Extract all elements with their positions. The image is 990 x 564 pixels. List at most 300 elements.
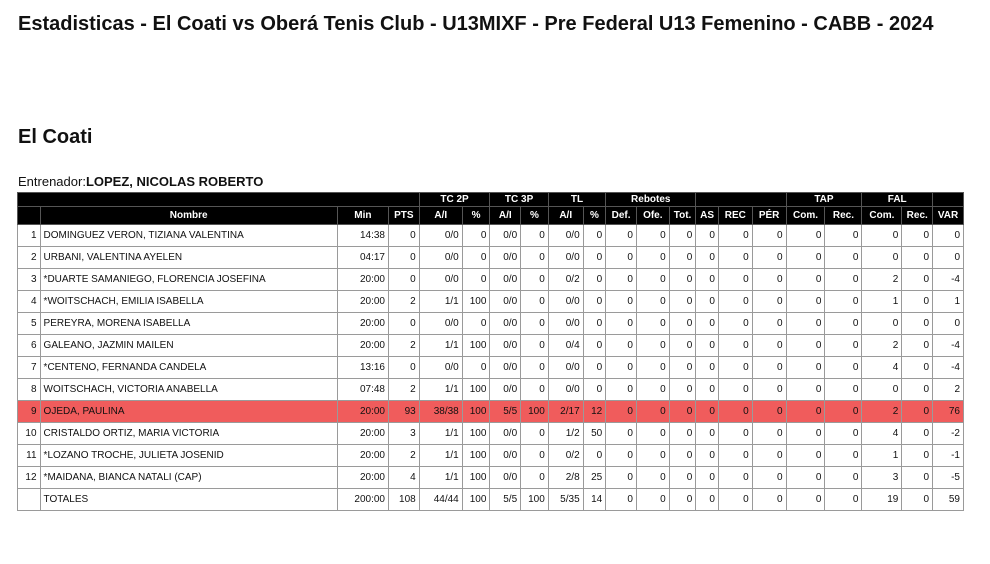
header-rebotes: Rebotes bbox=[606, 193, 696, 207]
stat-cell: 100 bbox=[462, 291, 490, 313]
stat-cell: 2/17 bbox=[548, 401, 583, 423]
stat-cell: 0 bbox=[636, 445, 669, 467]
stat-cell: 0 bbox=[825, 401, 862, 423]
stat-cell: 0 bbox=[669, 313, 696, 335]
stat-cell: 1/1 bbox=[419, 335, 462, 357]
table-row bbox=[18, 269, 964, 291]
stat-cell: 20:00 bbox=[337, 401, 388, 423]
column-header: Rec. bbox=[825, 207, 862, 225]
stat-cell: 0 bbox=[606, 445, 637, 467]
stat-cell: 0 bbox=[786, 423, 825, 445]
column-header: Def. bbox=[606, 207, 637, 225]
stat-cell: 0 bbox=[583, 379, 606, 401]
stat-cell: 20:00 bbox=[337, 313, 388, 335]
stat-cell: 0 bbox=[521, 379, 549, 401]
stat-cell: 0/0 bbox=[490, 291, 521, 313]
stat-cell: 0 bbox=[902, 291, 933, 313]
stat-cell: 0 bbox=[696, 467, 719, 489]
player-name-cell: URBANI, VALENTINA AYELEN bbox=[40, 247, 337, 269]
stat-cell: 0 bbox=[696, 423, 719, 445]
player-number-cell bbox=[18, 489, 41, 511]
player-name-cell: DOMINGUEZ VERON, TIZIANA VALENTINA bbox=[40, 225, 337, 247]
stat-cell: 0 bbox=[825, 225, 862, 247]
stat-cell: 0 bbox=[902, 423, 933, 445]
stat-cell: 20:00 bbox=[337, 445, 388, 467]
column-header: REC bbox=[718, 207, 752, 225]
stat-cell: 0 bbox=[583, 335, 606, 357]
player-name-cell: *LOZANO TROCHE, JULIETA JOSENID bbox=[40, 445, 337, 467]
table-row bbox=[18, 335, 964, 357]
stat-cell: 0 bbox=[669, 357, 696, 379]
player-name-cell: *DUARTE SAMANIEGO, FLORENCIA JOSEFINA bbox=[40, 269, 337, 291]
stat-cell: 2 bbox=[388, 379, 419, 401]
stat-cell: 2 bbox=[862, 335, 902, 357]
stat-cell: 76 bbox=[933, 401, 964, 423]
player-name-cell: TOTALES bbox=[40, 489, 337, 511]
stat-cell: 0/0 bbox=[548, 313, 583, 335]
stat-cell: 0 bbox=[606, 489, 637, 511]
stat-cell: 0 bbox=[388, 269, 419, 291]
table-row bbox=[18, 423, 964, 445]
table-row bbox=[18, 401, 964, 423]
player-name-cell: PEREYRA, MORENA ISABELLA bbox=[40, 313, 337, 335]
stat-cell: 5/35 bbox=[548, 489, 583, 511]
stat-cell: 20:00 bbox=[337, 467, 388, 489]
stat-cell: 0 bbox=[786, 335, 825, 357]
stat-cell: 0/0 bbox=[490, 247, 521, 269]
stat-cell: 0 bbox=[752, 445, 786, 467]
stat-cell: 100 bbox=[462, 445, 490, 467]
stat-cell: 0 bbox=[583, 225, 606, 247]
stat-cell: 0 bbox=[718, 467, 752, 489]
stat-cell: 0/0 bbox=[419, 225, 462, 247]
stat-cell: -4 bbox=[933, 335, 964, 357]
page-title: Estadisticas - El Coati vs Oberá Tenis Club - U13MIXF - Pre Federal U13 Femenino - CABB - 2024 bbox=[18, 13, 934, 35]
stat-cell: 38/38 bbox=[419, 401, 462, 423]
column-header: A/I bbox=[548, 207, 583, 225]
player-name-cell: *CENTENO, FERNANDA CANDELA bbox=[40, 357, 337, 379]
header-column-row bbox=[18, 207, 964, 225]
stat-cell: 0 bbox=[902, 225, 933, 247]
stat-cell: 12 bbox=[583, 401, 606, 423]
stat-cell: 1/1 bbox=[419, 445, 462, 467]
stat-cell: 0 bbox=[636, 225, 669, 247]
totals-row bbox=[18, 489, 964, 511]
player-name-cell: OJEDA, PAULINA bbox=[40, 401, 337, 423]
table-row bbox=[18, 291, 964, 313]
stat-cell: 0 bbox=[786, 247, 825, 269]
stat-cell: 0 bbox=[606, 379, 637, 401]
stat-cell: 0 bbox=[718, 489, 752, 511]
stat-cell: 0 bbox=[462, 269, 490, 291]
column-header: Tot. bbox=[669, 207, 696, 225]
stat-cell: 0 bbox=[862, 313, 902, 335]
stat-cell: 0 bbox=[718, 313, 752, 335]
stat-cell: 0 bbox=[583, 445, 606, 467]
stat-cell: 0 bbox=[696, 379, 719, 401]
stat-cell: 0/0 bbox=[490, 445, 521, 467]
stat-cell: 0 bbox=[696, 247, 719, 269]
stat-cell: 100 bbox=[462, 401, 490, 423]
stat-cell: 0/0 bbox=[490, 467, 521, 489]
table-row bbox=[18, 379, 964, 401]
column-header: Nombre bbox=[40, 207, 337, 225]
stat-cell: 1/1 bbox=[419, 379, 462, 401]
stat-cell: 0 bbox=[786, 225, 825, 247]
stat-cell: 0 bbox=[606, 313, 637, 335]
stat-cell: 0 bbox=[786, 357, 825, 379]
stat-cell: 0/2 bbox=[548, 445, 583, 467]
stat-cell: 0 bbox=[521, 445, 549, 467]
stat-cell: 0 bbox=[606, 291, 637, 313]
stats-body bbox=[18, 225, 964, 511]
stat-cell: 2/8 bbox=[548, 467, 583, 489]
stat-cell: 0 bbox=[521, 225, 549, 247]
stat-cell: 0 bbox=[696, 335, 719, 357]
stat-cell: 0 bbox=[606, 401, 637, 423]
stat-cell: 0 bbox=[636, 335, 669, 357]
stat-cell: 19 bbox=[862, 489, 902, 511]
player-number-cell: 11 bbox=[18, 445, 41, 467]
stat-cell: 0 bbox=[862, 379, 902, 401]
stat-cell: 100 bbox=[462, 379, 490, 401]
stat-cell: 0 bbox=[696, 225, 719, 247]
stat-cell: 0 bbox=[786, 467, 825, 489]
stat-cell: 0 bbox=[902, 357, 933, 379]
stat-cell: 1 bbox=[862, 291, 902, 313]
stat-cell: 0 bbox=[606, 467, 637, 489]
stat-cell: 1/1 bbox=[419, 423, 462, 445]
stat-cell: 0 bbox=[718, 225, 752, 247]
header-blank bbox=[18, 193, 420, 207]
stat-cell: 200:00 bbox=[337, 489, 388, 511]
stat-cell: 44/44 bbox=[419, 489, 462, 511]
stat-cell: 0 bbox=[862, 225, 902, 247]
stat-cell: 0 bbox=[583, 247, 606, 269]
stat-cell: -5 bbox=[933, 467, 964, 489]
stat-cell: 0 bbox=[752, 313, 786, 335]
stat-cell: 0 bbox=[606, 247, 637, 269]
stat-cell: 0 bbox=[752, 467, 786, 489]
stat-cell: 14 bbox=[583, 489, 606, 511]
stat-cell: 2 bbox=[862, 269, 902, 291]
stat-cell: 0/0 bbox=[548, 357, 583, 379]
stat-cell: 0 bbox=[902, 269, 933, 291]
stat-cell: 100 bbox=[521, 401, 549, 423]
stat-cell: 0 bbox=[825, 379, 862, 401]
stat-cell: 0 bbox=[636, 467, 669, 489]
stat-cell: 0 bbox=[825, 489, 862, 511]
stat-cell: 4 bbox=[862, 423, 902, 445]
stat-cell: 0 bbox=[902, 401, 933, 423]
stat-cell: 0 bbox=[521, 247, 549, 269]
header-tc2p: TC 2P bbox=[419, 193, 490, 207]
stat-cell: 0/0 bbox=[548, 291, 583, 313]
stat-cell: 0 bbox=[825, 357, 862, 379]
stat-cell: 0 bbox=[786, 291, 825, 313]
stat-cell: 0 bbox=[718, 335, 752, 357]
stat-cell: 0 bbox=[636, 269, 669, 291]
column-header bbox=[18, 207, 41, 225]
stat-cell: 0 bbox=[825, 335, 862, 357]
stat-cell: 20:00 bbox=[337, 335, 388, 357]
stat-cell: 0/0 bbox=[419, 269, 462, 291]
stat-cell: 5/5 bbox=[490, 401, 521, 423]
stat-cell: 0 bbox=[521, 335, 549, 357]
stat-cell: 0 bbox=[606, 357, 637, 379]
stat-cell: 0 bbox=[902, 379, 933, 401]
stat-cell: 0 bbox=[606, 423, 637, 445]
stat-cell: 0 bbox=[521, 313, 549, 335]
stat-cell: 0 bbox=[786, 379, 825, 401]
stat-cell: 04:17 bbox=[337, 247, 388, 269]
stat-cell: 25 bbox=[583, 467, 606, 489]
stat-cell: 2 bbox=[388, 335, 419, 357]
stat-cell: 0 bbox=[752, 379, 786, 401]
stat-cell: 0 bbox=[669, 423, 696, 445]
player-number-cell: 9 bbox=[18, 401, 41, 423]
stat-cell: 100 bbox=[521, 489, 549, 511]
stat-cell: 0 bbox=[636, 247, 669, 269]
table-row bbox=[18, 467, 964, 489]
stat-cell: 100 bbox=[462, 467, 490, 489]
coach-line bbox=[18, 174, 263, 189]
stat-cell: 0 bbox=[636, 423, 669, 445]
stat-cell: 0 bbox=[752, 423, 786, 445]
player-number-cell: 3 bbox=[18, 269, 41, 291]
player-number-cell: 12 bbox=[18, 467, 41, 489]
stat-cell: 108 bbox=[388, 489, 419, 511]
stat-cell: 0 bbox=[696, 291, 719, 313]
stat-cell: 0 bbox=[718, 401, 752, 423]
player-name-cell: *WOITSCHACH, EMILIA ISABELLA bbox=[40, 291, 337, 313]
stat-cell: -1 bbox=[933, 445, 964, 467]
player-number-cell: 2 bbox=[18, 247, 41, 269]
player-name-cell: *MAIDANA, BIANCA NATALI (CAP) bbox=[40, 467, 337, 489]
stat-cell: 0 bbox=[669, 379, 696, 401]
stat-cell: 0 bbox=[718, 269, 752, 291]
stat-cell: 0 bbox=[462, 225, 490, 247]
player-number-cell: 5 bbox=[18, 313, 41, 335]
stat-cell: 13:16 bbox=[337, 357, 388, 379]
stats-table bbox=[17, 192, 964, 511]
stat-cell: 0/0 bbox=[490, 335, 521, 357]
stat-cell: 0 bbox=[752, 401, 786, 423]
stat-cell: 0 bbox=[669, 225, 696, 247]
stat-cell: 0 bbox=[825, 423, 862, 445]
stat-cell: 0 bbox=[606, 269, 637, 291]
stat-cell: 0 bbox=[636, 291, 669, 313]
stat-cell: 0/0 bbox=[548, 379, 583, 401]
stat-cell: 0/0 bbox=[490, 269, 521, 291]
header-tc3p: TC 3P bbox=[490, 193, 548, 207]
column-header: A/I bbox=[490, 207, 521, 225]
stat-cell: 0 bbox=[902, 313, 933, 335]
header-fal: FAL bbox=[862, 193, 933, 207]
column-header: Rec. bbox=[902, 207, 933, 225]
column-header: A/I bbox=[419, 207, 462, 225]
stat-cell: 0 bbox=[862, 247, 902, 269]
column-header: % bbox=[521, 207, 549, 225]
stat-cell: 0 bbox=[521, 467, 549, 489]
stat-cell: 0 bbox=[825, 291, 862, 313]
stat-cell: 20:00 bbox=[337, 269, 388, 291]
stat-cell: 0/0 bbox=[490, 379, 521, 401]
stat-cell: 0 bbox=[669, 335, 696, 357]
column-header: Ofe. bbox=[636, 207, 669, 225]
stat-cell: 0/0 bbox=[490, 225, 521, 247]
stat-cell: 0 bbox=[786, 313, 825, 335]
stat-cell: 0 bbox=[752, 489, 786, 511]
header-blank-2 bbox=[696, 193, 786, 207]
stat-cell: 0/0 bbox=[548, 225, 583, 247]
column-header: Min bbox=[337, 207, 388, 225]
stat-cell: 0 bbox=[718, 423, 752, 445]
stat-cell: 0 bbox=[752, 291, 786, 313]
player-number-cell: 4 bbox=[18, 291, 41, 313]
stat-cell: 0/2 bbox=[548, 269, 583, 291]
stat-cell: 20:00 bbox=[337, 423, 388, 445]
stat-cell: 0 bbox=[786, 269, 825, 291]
stat-cell: -4 bbox=[933, 269, 964, 291]
player-name-cell: WOITSCHACH, VICTORIA ANABELLA bbox=[40, 379, 337, 401]
stat-cell: 0 bbox=[902, 247, 933, 269]
stat-cell: 0/0 bbox=[490, 313, 521, 335]
stat-cell: 0/0 bbox=[490, 423, 521, 445]
stat-cell: 1/1 bbox=[419, 291, 462, 313]
stat-cell: 0/0 bbox=[490, 357, 521, 379]
stat-cell: 0 bbox=[521, 357, 549, 379]
stat-cell: 0 bbox=[902, 445, 933, 467]
stat-cell: 0 bbox=[933, 247, 964, 269]
stat-cell: 5/5 bbox=[490, 489, 521, 511]
stat-cell: 93 bbox=[388, 401, 419, 423]
stat-cell: 0 bbox=[696, 269, 719, 291]
stat-cell: 0 bbox=[388, 313, 419, 335]
stat-cell: 0 bbox=[902, 467, 933, 489]
stat-cell: 0 bbox=[521, 423, 549, 445]
stat-cell: 0 bbox=[696, 313, 719, 335]
stat-cell: 0 bbox=[669, 445, 696, 467]
stat-cell: 0 bbox=[825, 247, 862, 269]
coach-name: LOPEZ, NICOLAS ROBERTO bbox=[85, 174, 264, 189]
stat-cell: 0 bbox=[462, 357, 490, 379]
stat-cell: 0 bbox=[902, 489, 933, 511]
stat-cell: 0 bbox=[752, 247, 786, 269]
stat-cell: 1 bbox=[862, 445, 902, 467]
column-header: % bbox=[462, 207, 490, 225]
stat-cell: 100 bbox=[462, 335, 490, 357]
stat-cell: 0 bbox=[696, 445, 719, 467]
team-name: El Coati bbox=[18, 126, 93, 148]
stat-cell: 0 bbox=[752, 335, 786, 357]
stat-cell: 0 bbox=[933, 225, 964, 247]
stat-cell: 3 bbox=[862, 467, 902, 489]
player-number-cell: 8 bbox=[18, 379, 41, 401]
stat-cell: 0 bbox=[583, 357, 606, 379]
stat-cell: 0 bbox=[718, 247, 752, 269]
stat-cell: 0 bbox=[606, 225, 637, 247]
stat-cell: 2 bbox=[388, 445, 419, 467]
stat-cell: 0 bbox=[786, 445, 825, 467]
stat-cell: 100 bbox=[462, 423, 490, 445]
stat-cell: 0 bbox=[388, 357, 419, 379]
player-number-cell: 7 bbox=[18, 357, 41, 379]
header-tl: TL bbox=[548, 193, 605, 207]
table-row bbox=[18, 445, 964, 467]
stat-cell: 0/0 bbox=[419, 313, 462, 335]
stat-cell: 2 bbox=[388, 291, 419, 313]
stat-cell: 0 bbox=[583, 269, 606, 291]
stat-cell: 0 bbox=[636, 313, 669, 335]
table-row bbox=[18, 313, 964, 335]
stat-cell: 0 bbox=[388, 247, 419, 269]
stat-cell: 0 bbox=[933, 313, 964, 335]
column-header: AS bbox=[696, 207, 719, 225]
stat-cell: 0 bbox=[718, 291, 752, 313]
column-header: PTS bbox=[388, 207, 419, 225]
stat-cell: 0 bbox=[786, 489, 825, 511]
stat-cell: 0 bbox=[718, 379, 752, 401]
column-header: % bbox=[583, 207, 606, 225]
stat-cell: 0/0 bbox=[548, 247, 583, 269]
stat-cell: 0 bbox=[696, 401, 719, 423]
stat-cell: 50 bbox=[583, 423, 606, 445]
stat-cell: 59 bbox=[933, 489, 964, 511]
stat-cell: 0/0 bbox=[419, 247, 462, 269]
header-blank-3 bbox=[933, 193, 964, 207]
stat-cell: 0 bbox=[462, 247, 490, 269]
column-header: VAR bbox=[933, 207, 964, 225]
stat-cell: 0 bbox=[669, 269, 696, 291]
stat-cell: -2 bbox=[933, 423, 964, 445]
stat-cell: 0 bbox=[388, 225, 419, 247]
table-row bbox=[18, 247, 964, 269]
stat-cell: 1 bbox=[933, 291, 964, 313]
player-number-cell: 6 bbox=[18, 335, 41, 357]
header-group-row bbox=[18, 193, 964, 207]
stat-cell: 0 bbox=[825, 313, 862, 335]
stat-cell: 0 bbox=[636, 401, 669, 423]
stat-cell: 0 bbox=[583, 291, 606, 313]
stat-cell: 2 bbox=[933, 379, 964, 401]
stat-cell: 0 bbox=[521, 269, 549, 291]
stat-cell: 07:48 bbox=[337, 379, 388, 401]
column-header: Com. bbox=[786, 207, 825, 225]
stat-cell: 1/2 bbox=[548, 423, 583, 445]
stat-cell: 0 bbox=[752, 269, 786, 291]
stat-cell: 0 bbox=[669, 401, 696, 423]
stat-cell: 0 bbox=[583, 313, 606, 335]
stat-cell: 0 bbox=[669, 467, 696, 489]
stat-cell: 0/4 bbox=[548, 335, 583, 357]
stat-cell: 4 bbox=[388, 467, 419, 489]
stat-cell: 0 bbox=[825, 269, 862, 291]
stat-cell: 0 bbox=[902, 335, 933, 357]
stat-cell: 1/1 bbox=[419, 467, 462, 489]
coach-label: Entrenador: bbox=[18, 174, 86, 189]
stat-cell: 0 bbox=[696, 357, 719, 379]
stat-cell: 0 bbox=[786, 401, 825, 423]
stat-cell: 0 bbox=[696, 489, 719, 511]
stat-cell: 0 bbox=[752, 357, 786, 379]
stat-cell: 0 bbox=[825, 467, 862, 489]
player-name-cell: CRISTALDO ORTIZ, MARIA VICTORIA bbox=[40, 423, 337, 445]
table-row bbox=[18, 225, 964, 247]
stat-cell: 0 bbox=[718, 445, 752, 467]
stat-cell: 4 bbox=[862, 357, 902, 379]
stat-cell: 14:38 bbox=[337, 225, 388, 247]
